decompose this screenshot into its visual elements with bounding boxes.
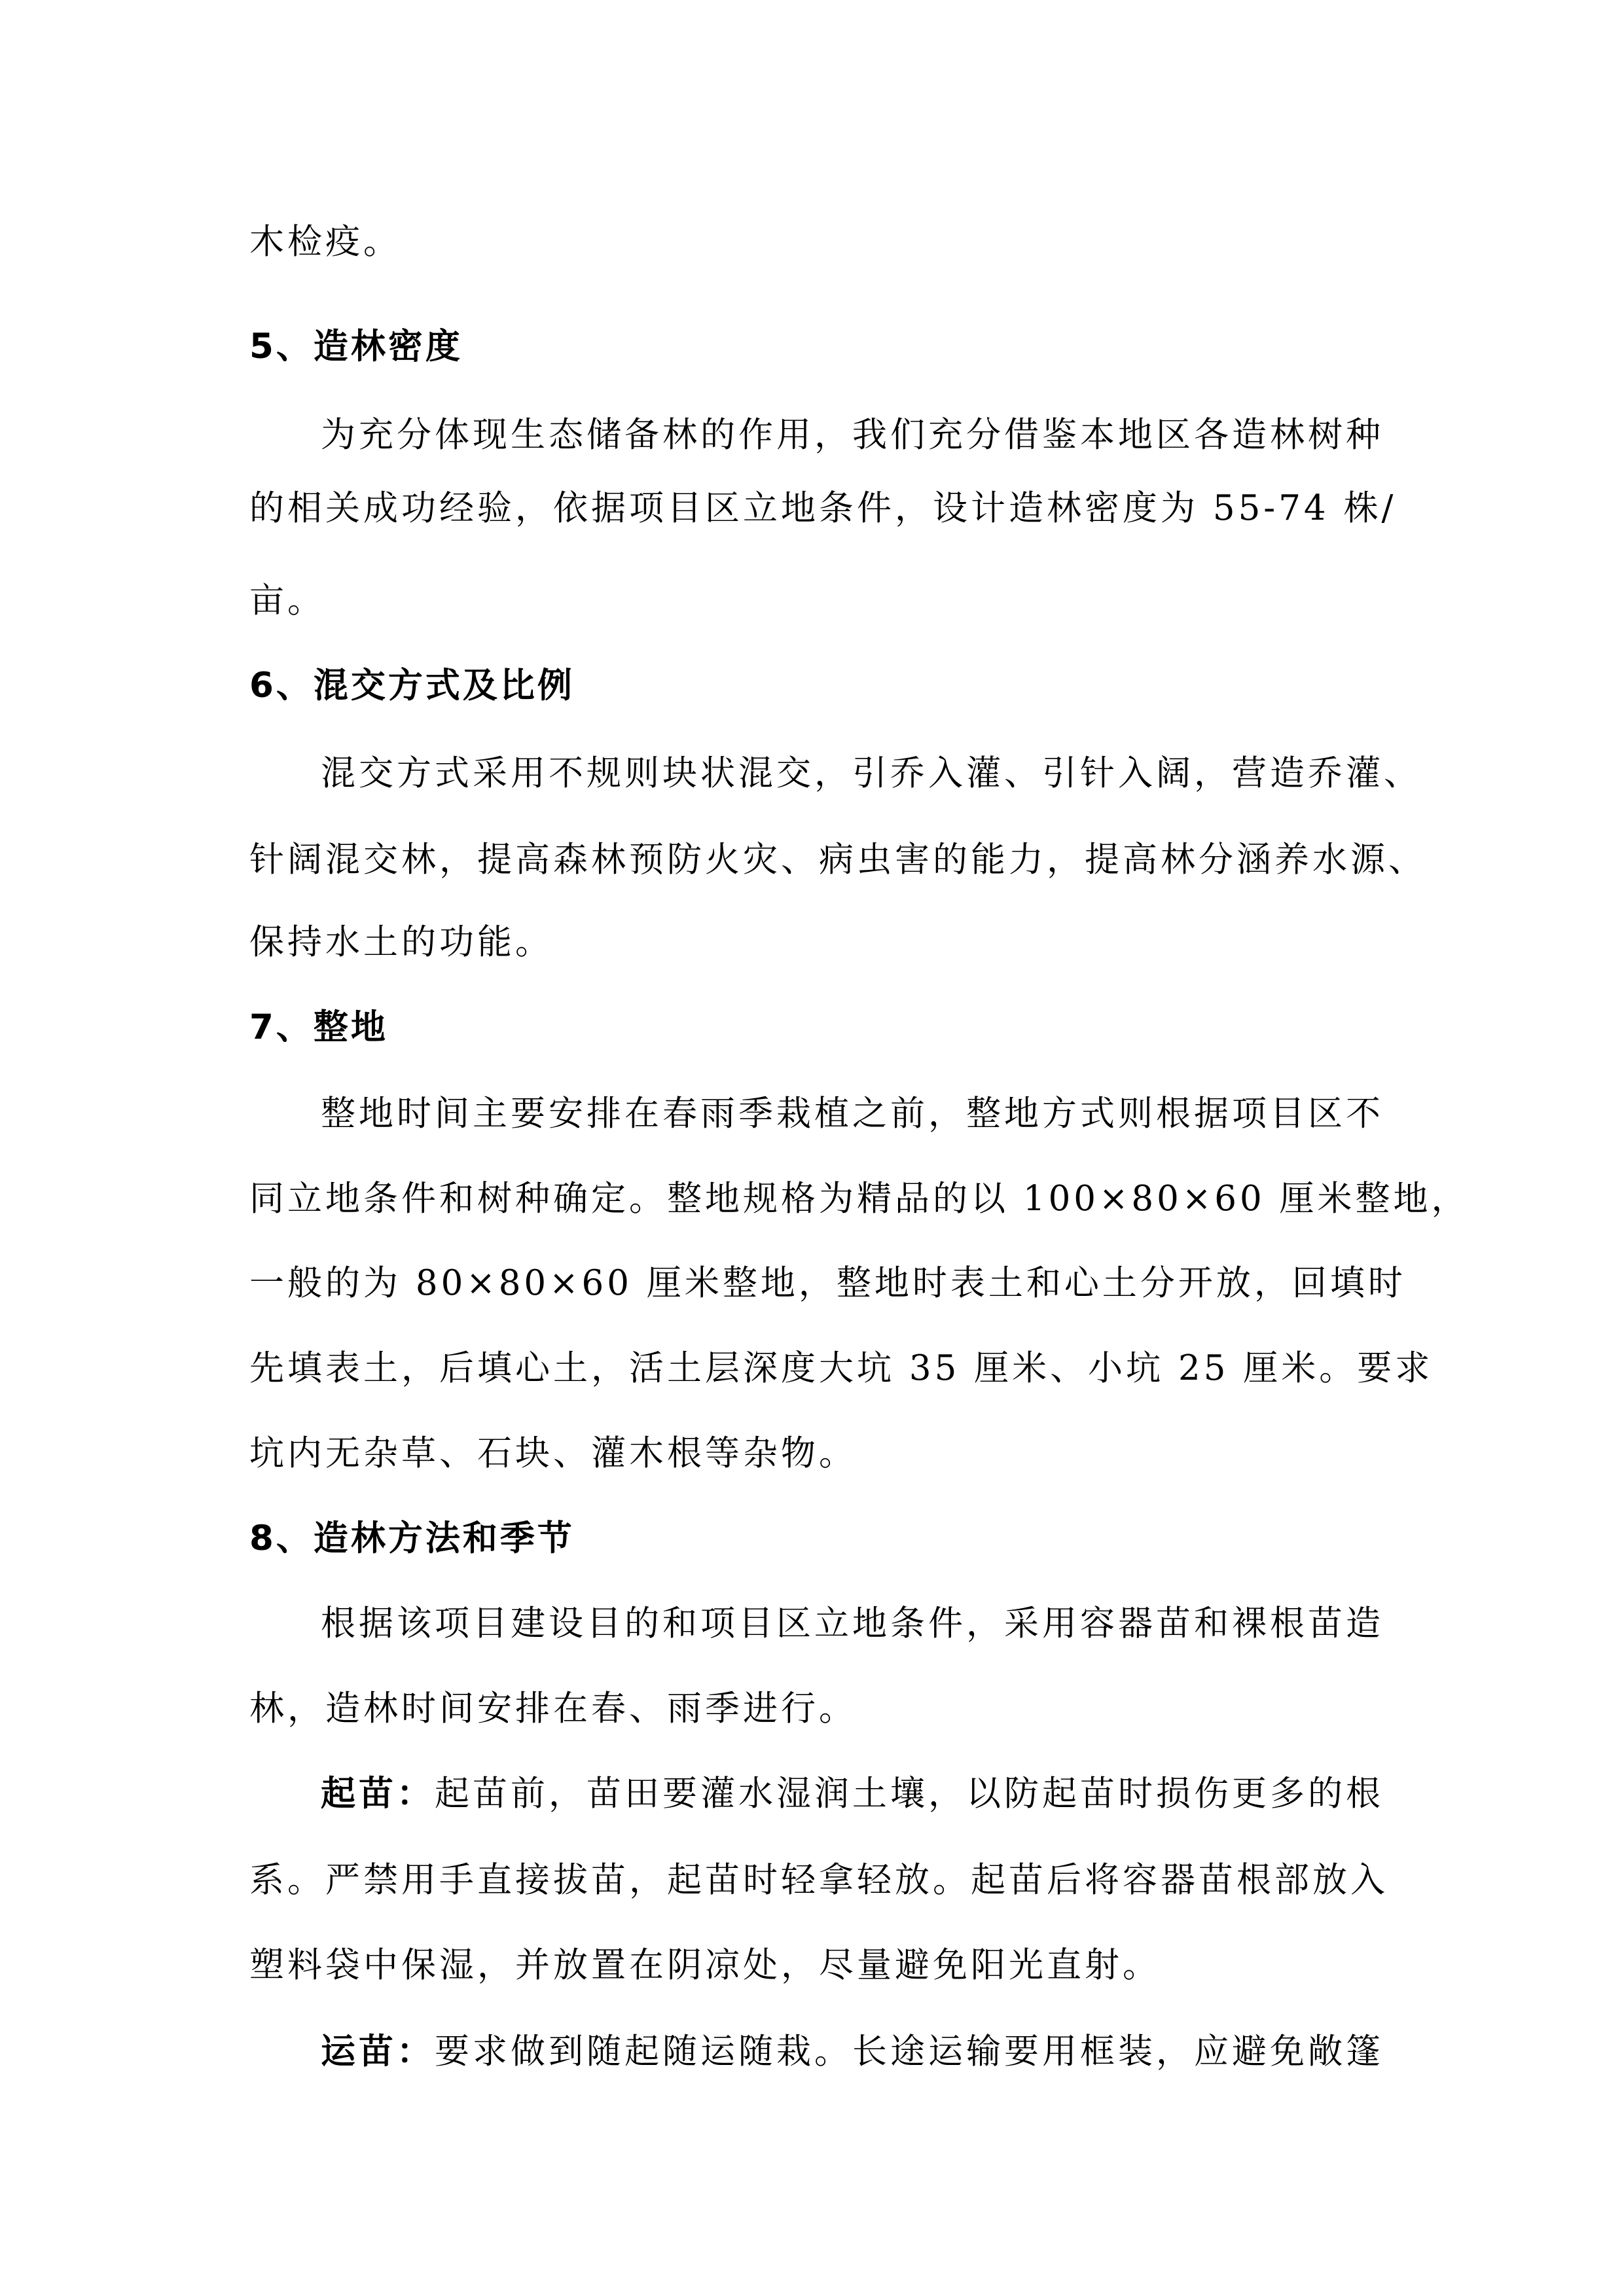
body-text: 起苗前，苗田要灌水湿润土壤，以防起苗时损伤更多的根 xyxy=(435,1774,1384,1814)
body-text-line: 整地时间主要安排在春雨季栽植之前，整地方式则根据项目区不 xyxy=(321,1094,1384,1134)
body-text-line: 根据该项目建设目的和项目区立地条件，采用容器苗和裸根苗造 xyxy=(321,1604,1384,1643)
body-text-line: 坑内无杂草、石块、灌木根等杂物。 xyxy=(249,1433,857,1473)
section-heading-mixing-method: 6、混交方式及比例 xyxy=(249,666,575,706)
body-text-line: 的相关成功经验，依据项目区立地条件，设计造林密度为 55-74 株/ xyxy=(249,488,1397,528)
section-heading-site-preparation: 7、整地 xyxy=(249,1007,388,1047)
body-text-line: 先填表土，后填心土，活土层深度大坑 35 厘米、小坑 25 厘米。要求 xyxy=(249,1348,1434,1388)
bold-lead-label: 运苗： xyxy=(321,2032,435,2072)
body-text-line: 系。严禁用手直接拔苗，起苗时轻拿轻放。起苗后将容器苗根部放入 xyxy=(249,1860,1388,1900)
body-text-line: 亩。 xyxy=(249,581,325,620)
body-text-line: 林，造林时间安排在春、雨季进行。 xyxy=(249,1689,857,1729)
body-text-line: 一般的为 80×80×60 厘米整地，整地时表土和心土分开放，回填时 xyxy=(249,1263,1406,1303)
body-text-line: 针阔混交林，提高森林预防火灾、病虫害的能力，提高林分涵养水源、 xyxy=(249,840,1426,880)
body-text-line: 同立地条件和树种确定。整地规格为精品的以 100×80×60 厘米整地， xyxy=(249,1179,1470,1219)
body-text: 要求做到随起随运随栽。长途运输要用框装，应避免敞篷 xyxy=(435,2032,1384,2072)
body-text-line: 木检疫。 xyxy=(249,222,401,262)
bold-lead-label: 起苗： xyxy=(321,1774,435,1814)
body-text-line: 混交方式采用不规则块状混交，引乔入灌、引针入阔，营造乔灌、 xyxy=(321,753,1422,793)
section-heading-planting-density: 5、造林密度 xyxy=(249,327,463,367)
body-text-line: 为充分体现生态储备林的作用，我们充分借鉴本地区各造林树种 xyxy=(321,415,1384,455)
body-text-line: 塑料袋中保湿，并放置在阴凉处，尽量避免阳光直射。 xyxy=(249,1945,1161,1985)
paragraph-seedling-lifting xyxy=(321,1773,1382,1815)
section-heading-planting-method-season: 8、造林方法和季节 xyxy=(249,1518,575,1558)
paragraph-seedling-transport xyxy=(321,2031,1382,2073)
body-text-line: 保持水土的功能。 xyxy=(249,922,553,962)
